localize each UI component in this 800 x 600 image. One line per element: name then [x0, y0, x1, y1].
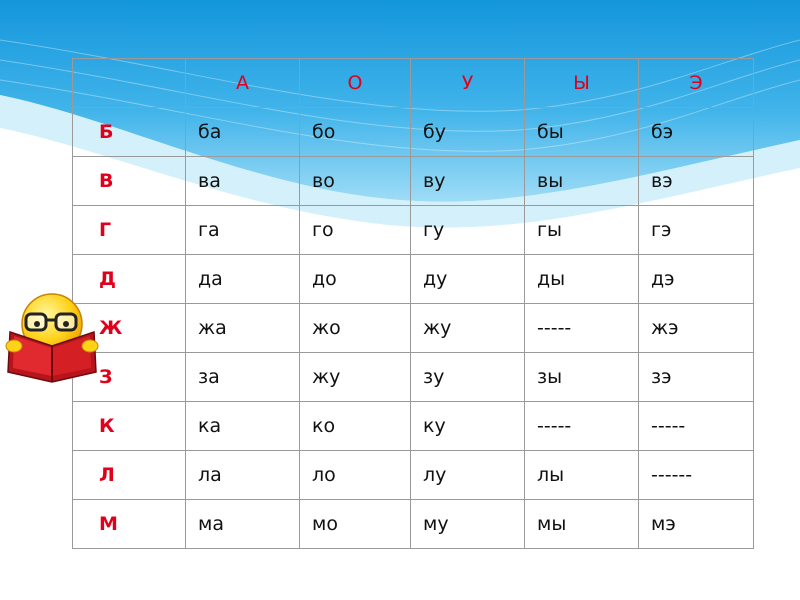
- table-row: [73, 108, 754, 157]
- corner-cell: [73, 59, 186, 108]
- syllable-cell: лы: [525, 451, 639, 500]
- syllable-cell: ду: [411, 255, 525, 304]
- syllable-cell: ко: [300, 402, 411, 451]
- table-row: [73, 353, 754, 402]
- syllable-cell: ка: [186, 402, 300, 451]
- syllable-cell: го: [300, 206, 411, 255]
- syllable-cell: ды: [525, 255, 639, 304]
- syllable-cell: зу: [411, 353, 525, 402]
- syllable-cell: ма: [186, 500, 300, 549]
- syllable-cell: бы: [525, 108, 639, 157]
- vowel-header: О: [300, 59, 411, 108]
- syllable-cell: ба: [186, 108, 300, 157]
- consonant-cell: Л: [73, 451, 186, 500]
- consonant-cell: Г: [73, 206, 186, 255]
- consonant-cell: В: [73, 157, 186, 206]
- syllable-cell: дэ: [639, 255, 754, 304]
- syllable-cell: во: [300, 157, 411, 206]
- table-row: [73, 500, 754, 549]
- table-row: [73, 451, 754, 500]
- syllable-cell: жу: [300, 353, 411, 402]
- vowel-header: Ы: [525, 59, 639, 108]
- table-row: [73, 255, 754, 304]
- syllable-cell: га: [186, 206, 300, 255]
- syllable-cell: мо: [300, 500, 411, 549]
- syllable-cell: ву: [411, 157, 525, 206]
- syllable-cell: мы: [525, 500, 639, 549]
- syllable-table: [72, 58, 754, 549]
- syllable-cell: жу: [411, 304, 525, 353]
- smiley-reading-book-icon: [0, 288, 105, 384]
- syllable-cell: жа: [186, 304, 300, 353]
- consonant-cell: М: [73, 500, 186, 549]
- syllable-cell: зы: [525, 353, 639, 402]
- consonant-cell: Б: [73, 108, 186, 157]
- syllable-cell: до: [300, 255, 411, 304]
- syllable-cell: гы: [525, 206, 639, 255]
- syllable-cell: ло: [300, 451, 411, 500]
- syllable-cell: зэ: [639, 353, 754, 402]
- syllable-cell: жэ: [639, 304, 754, 353]
- syllable-cell: жо: [300, 304, 411, 353]
- syllable-cell: вы: [525, 157, 639, 206]
- consonant-cell: Ж: [73, 304, 186, 353]
- syllable-cell: гэ: [639, 206, 754, 255]
- syllable-cell: вэ: [639, 157, 754, 206]
- consonant-cell: З: [73, 353, 186, 402]
- consonant-cell: Д: [73, 255, 186, 304]
- syllable-cell: ва: [186, 157, 300, 206]
- syllable-cell: ку: [411, 402, 525, 451]
- syllable-cell: бэ: [639, 108, 754, 157]
- syllable-cell: да: [186, 255, 300, 304]
- syllable-cell: лу: [411, 451, 525, 500]
- table-row: [73, 304, 754, 353]
- syllable-cell: -----: [639, 402, 754, 451]
- syllable-cell: ------: [639, 451, 754, 500]
- table-row: [73, 157, 754, 206]
- vowel-header: У: [411, 59, 525, 108]
- syllable-cell: -----: [525, 304, 639, 353]
- syllable-cell: бо: [300, 108, 411, 157]
- syllable-cell: гу: [411, 206, 525, 255]
- consonant-cell: К: [73, 402, 186, 451]
- syllable-cell: мэ: [639, 500, 754, 549]
- vowel-header: А: [186, 59, 300, 108]
- vowel-header-row: [73, 59, 754, 108]
- syllable-cell: -----: [525, 402, 639, 451]
- vowel-header: Э: [639, 59, 754, 108]
- table-row: [73, 402, 754, 451]
- syllable-cell: ла: [186, 451, 300, 500]
- table-row: [73, 206, 754, 255]
- syllable-cell: за: [186, 353, 300, 402]
- syllable-cell: му: [411, 500, 525, 549]
- syllable-cell: бу: [411, 108, 525, 157]
